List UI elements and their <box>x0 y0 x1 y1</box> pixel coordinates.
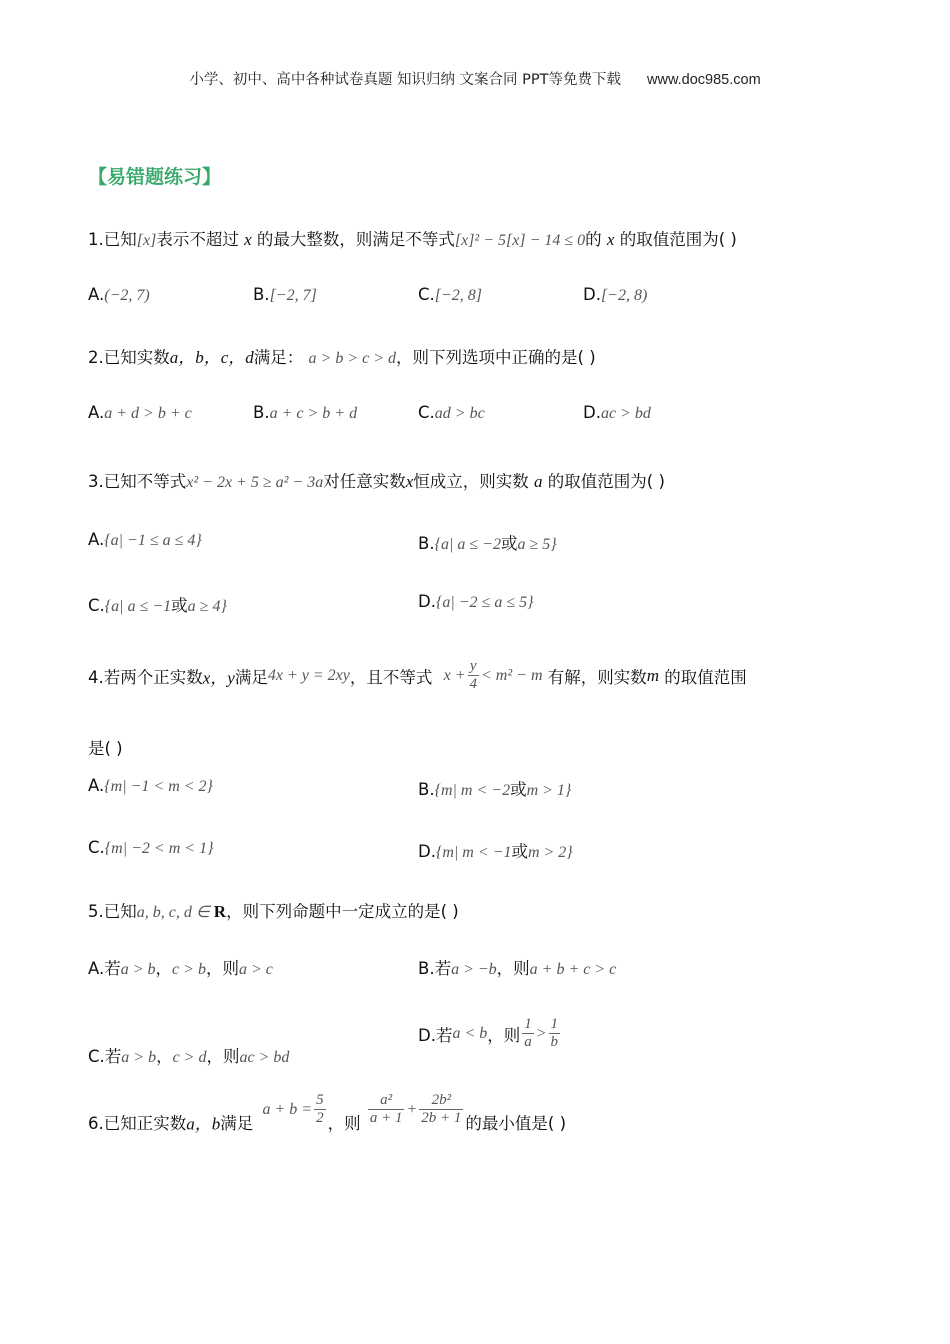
q4-option-a[interactable]: A.{m| −1 < m < 2} <box>88 776 213 795</box>
question-4-cont: 是( ) <box>88 739 123 758</box>
q4-option-b[interactable]: B.{m| m < −2或m > 1} <box>418 780 572 799</box>
question-3: 3.已知不等式x² − 2x + 5 ≥ a² − 3a对任意实数x恒成立，则实数 a 的取值范围为( ) <box>88 472 665 491</box>
q6-frac-2b-squared: $\frac{\text{2b²}}{2b + 1}$ <box>421 1092 462 1127</box>
q3-option-a[interactable]: A.{a| −1 ≤ a ≤ 4} <box>88 530 202 549</box>
page-header <box>0 68 950 89</box>
q3-option-d[interactable]: D.{a| −2 ≤ a ≤ 5} <box>418 592 534 611</box>
q2-option-a[interactable]: A.a + d > b + c <box>88 403 192 422</box>
question-2: 2.已知实数a，b，c，d满足： a > b > c > d，则下列选项中正确的是( ) <box>88 348 596 367</box>
q1-floor-x: [x] <box>136 232 157 249</box>
q2-option-c[interactable]: C.ad > bc <box>418 403 485 422</box>
q5-option-d[interactable]: D.若a < b，则 $\frac{1}{a}$ > $\frac{1}{b}$ <box>418 1016 559 1051</box>
q5-frac-1-over-a: $\frac{1}{a}$ <box>524 1016 532 1051</box>
q5-option-a[interactable]: A.若a > b，c > b，则a > c <box>88 959 273 978</box>
q1-option-c[interactable]: C.[−2, 8] <box>418 285 483 304</box>
q3-option-b[interactable]: B.{a| a ≤ −2或a ≥ 5} <box>418 534 557 553</box>
q4-option-c[interactable]: C.{m| −2 < m < 1} <box>88 838 214 857</box>
q1-option-d[interactable]: D.[−2, 8) <box>583 285 648 304</box>
question-4: 4.若两个正实数x，y满足4x + y = 2xy，且不等式 x + $\frac{y}{4}$ < m² − m 有解，则实数m 的取值范围 <box>88 658 747 693</box>
q5-option-c[interactable]: C.若a > b，c > d，则ac > bd <box>88 1047 290 1066</box>
q1-option-a[interactable]: A.(−2, 7) <box>88 285 150 304</box>
q6-frac-a-squared: $\frac{\text{a²}}{a + 1}$ <box>369 1092 403 1127</box>
q5-option-b[interactable]: B.若a > −b，则a + b + c > c <box>418 959 617 978</box>
q1-inequality: [x]² − 5[x] − 14 ≤ 0 <box>454 232 586 249</box>
question-6: 6.已知正实数a，b满足 a + b = $\frac{5}{2}$ ，则 $\frac{\text{a²}}{a + 1}$ + $\frac{\text{2b²}}{2b + 1}$ 的最小值是( ) <box>88 1092 567 1134</box>
q3-option-c[interactable]: C.{a| a ≤ −1或a ≥ 4} <box>88 596 227 615</box>
q2-option-d[interactable]: D.ac > bd <box>583 403 651 422</box>
q4-constraint: 4x + y = 2xy <box>267 666 350 684</box>
q5-frac-1-over-b: $\frac{1}{b}$ <box>550 1016 559 1051</box>
q6-frac-5-over-2: $\frac{5}{2}$ <box>316 1092 324 1127</box>
q4-fraction: $\frac{y}{4}$ <box>469 658 477 693</box>
q3-inequality: x² − 2x + 5 ≥ a² − 3a <box>186 474 324 491</box>
question-1: 1.已知[x]表示不超过 x 的最大整数，则满足不等式[x]² − 5[x] − 14 ≤ 0的 x 的取值范围为( ) <box>88 230 737 249</box>
header-site: www.doc985.com <box>647 72 761 88</box>
real-numbers-symbol: R <box>213 902 227 921</box>
question-5: 5.已知a, b, c, d ∈ R，则下列命题中一定成立的是( ) <box>88 902 459 921</box>
header-text: 小学、初中、高中各种试卷真题 知识归纳 文案合同 PPT等免费下载 <box>189 72 622 88</box>
q4-option-d[interactable]: D.{m| m < −1或m > 2} <box>418 842 573 861</box>
q1-option-b[interactable]: B.[−2, 7] <box>253 285 317 304</box>
section-title: 【易错题练习】 <box>88 166 222 188</box>
q2-option-b[interactable]: B.a + c > b + d <box>253 403 358 422</box>
q2-condition: a > b > c > d <box>308 350 397 367</box>
